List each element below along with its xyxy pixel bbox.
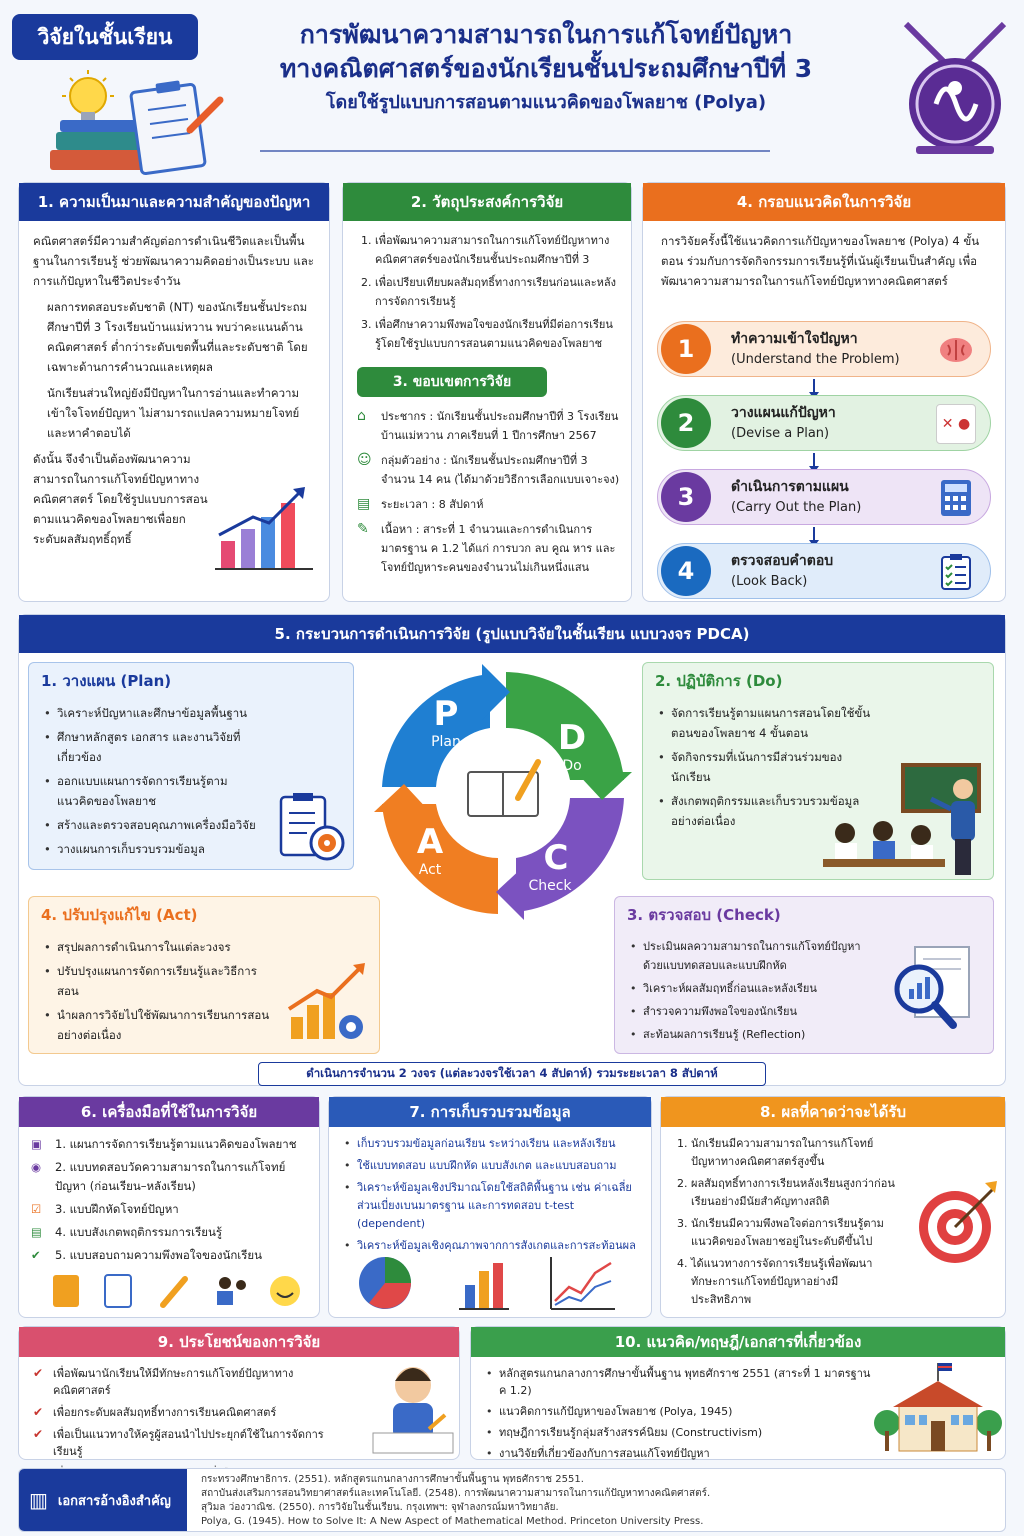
section-background	[18, 182, 330, 602]
plan-item: • วางแผนการเก็บรวบรวมข้อมูล	[41, 839, 257, 859]
data-item: • ใช้แบบทดสอบ แบบฝึกหัด แบบสังเกต และแบบสอบถาม	[341, 1157, 639, 1175]
survey-icon: ✔	[31, 1248, 41, 1262]
phase-act-title: 4. ปรับปรุงแก้ไข (Act)	[41, 906, 198, 924]
target-icon	[915, 1179, 999, 1273]
section-9-header: 9. ประโยชน์ของการวิจัย	[19, 1327, 459, 1357]
theory-item: • หลักสูตรแกนกลางการศึกษาขั้นพื้นฐาน พุทธศักราช 2551 (สาระที่ 1 มาตรฐาน ค 1.2)	[483, 1365, 879, 1399]
section-data-collection	[328, 1096, 652, 1318]
plan-item: • วิเคราะห์ปัญหาและศึกษาข้อมูลพื้นฐาน	[41, 703, 257, 723]
scope-item-sample: ☺ กลุ่มตัวอย่าง : นักเรียนชั้นประถมศึกษาปีที่ 3 จำนวน 14 คน (ได้มาด้วยวิธีการเลือกแบบเจาะจง)	[357, 451, 623, 489]
phase-plan-title: 1. วางแผน (Plan)	[41, 672, 172, 690]
section-benefits	[18, 1326, 460, 1460]
group-icon: ☺	[357, 452, 372, 468]
check-item: • สำรวจความพึงพอใจของนักเรียน	[627, 1002, 871, 1021]
flow-arrow	[813, 453, 815, 467]
school-building-illustration	[873, 1361, 1003, 1461]
act-item: • นำผลการวิจัยไปใช้พัฒนาการเรียนการสอนอย่างต่อเนื่อง	[41, 1005, 273, 1045]
framework-intro: การวิจัยครั้งนี้ใช้แนวคิดการแก้ปัญหาของโพลยาช (Polya) 4 ขั้นตอน ร่วมกับการจัดกิจกรรมการเรียนรู้ที่เน้นผู้เรียนเป็นสำคัญ เพื่อพัฒนาความสามารถในการแก้โจทย์ปัญหาทางคณิตศาสตร์	[661, 234, 980, 288]
objective-item: 3. เพื่อศึกษาความพึงพอใจของนักเรียนที่มีต่อการเรียนรู้โดยใช้รูปแบบการสอนตามแนวคิดของโพลยาช	[375, 315, 617, 353]
references-list	[201, 1473, 1001, 1529]
pdca-check-label: Check	[528, 878, 572, 894]
section-related-theories	[470, 1326, 1006, 1460]
result-item: 2. ผลสัมฤทธิ์ทางการเรียนหลังเรียนสูงกว่าก่อนเรียนอย่างมีนัยสำคัญทางสถิติ	[691, 1175, 897, 1211]
section-3-header: 3. ขอบเขตการวิจัย	[357, 367, 547, 397]
background-paragraph-2: ผลการทดสอบระดับชาติ (NT) ของนักเรียนชั้นประถมศึกษาปีที่ 3 โรงเรียนบ้านแม่หวาน พบว่าคะแนนด้านคณิตศาสตร์ ต่ำกว่าระดับเขตพื้นที่และระดับชาติ โดยเฉพาะด้านการคำนวณและเหตุผล	[47, 300, 308, 374]
act-item: • สรุปผลการดำเนินการในแต่ละวงจร	[41, 937, 273, 957]
pdca-cycle	[370, 662, 636, 924]
background-paragraph-3: นักเรียนส่วนใหญ่ยังมีปัญหาในการอ่านและทำความเข้าใจโจทย์ปัญหา ไม่สามารถแปลความหมายโจทย์และหาคำตอบได้	[47, 386, 300, 440]
plan-target-icon	[277, 791, 347, 867]
phase-check	[614, 896, 994, 1054]
background-paragraph-4: ดังนั้น จึงจำเป็นต้องพัฒนาความสามารถในการแก้โจทย์ปัญหาทางคณิตศาสตร์ โดยใช้รูปแบบการสอนตามแนวคิดของโพลยาชเพื่อยกระดับผลสัมฤทธิ์ฤทธิ์	[33, 452, 208, 546]
calendar-icon: ▤	[357, 496, 371, 512]
check-item: • สะท้อนผลการเรียนรู้ (Reflection)	[627, 1025, 871, 1044]
check-item: • ประเมินผลความสามารถในการแก้โจทย์ปัญหาด้วยแบบทดสอบและแบบฝึกหัด	[627, 937, 871, 975]
home-icon: ⌂	[357, 408, 366, 424]
section-6-header: 6. เครื่องมือที่ใช้ในการวิจัย	[19, 1097, 319, 1127]
do-item: • สังเกตพฤติกรรมและเก็บรวบรวมข้อมูลอย่างต่อเนื่อง	[655, 791, 881, 831]
improvement-chart-icon	[287, 961, 373, 1049]
strategy-icon: ✕ ●	[936, 404, 976, 444]
scope-item-duration: ▤ ระยะเวลา : 8 สัปดาห์	[357, 496, 484, 512]
flow-arrow	[813, 527, 815, 541]
pdca-do-letter: D	[557, 718, 587, 758]
test-icon: ◉	[31, 1160, 42, 1174]
plan-item: • สร้างและตรวจสอบคุณภาพเครื่องมือวิจัย	[41, 815, 257, 835]
references-bar	[18, 1468, 1006, 1532]
pdca-check-letter: C	[543, 838, 569, 878]
classroom-illustration	[823, 759, 993, 881]
magnifier-report-icon	[889, 943, 979, 1037]
data-item: • วิเคราะห์ข้อมูลเชิงคุณภาพจากการสังเกตและการสะท้อนผล	[341, 1237, 639, 1255]
benefit-item: ✔ เพื่อพัฒนานักเรียนให้มีทักษะการแก้โจทย์ปัญหาทางคณิตศาสตร์	[31, 1365, 337, 1399]
section-expected-results	[660, 1096, 1006, 1318]
objective-item: 2. เพื่อเปรียบเทียบผลสัมฤทธิ์ทางการเรียนก่อนและหลังการจัดการเรียนรู้	[375, 273, 617, 311]
section-objectives	[342, 182, 632, 602]
checklist-icon	[936, 552, 976, 592]
growth-chart-icon	[213, 483, 323, 575]
title-line-1: การพัฒนาความสามารถในการแก้โจทย์ปัญหา	[299, 20, 793, 49]
book-icon: ▥	[29, 1488, 48, 1512]
reference-item: Polya, G. (1945). How to Solve It: A New Aspect of Mathematical Method. Princeton University Press.	[201, 1516, 704, 1527]
title-line-3: โดยใช้รูปแบบการสอนตามแนวคิดของโพลยาช (Polya)	[325, 92, 767, 113]
polya-step-1: 1 ทำความเข้าใจปัญหา (Understand the Problem)	[657, 321, 991, 377]
title-divider	[260, 150, 770, 152]
pdca-plan-letter: P	[433, 694, 459, 734]
phase-do-title: 2. ปฏิบัติการ (Do)	[655, 672, 783, 690]
plan-item: • ออกแบบแผนการจัดการเรียนรู้ตามแนวคิดของโพลยาช	[41, 771, 257, 811]
observation-icon: ▤	[31, 1225, 42, 1239]
analysis-charts-icons	[355, 1253, 635, 1313]
theory-item: • งานวิจัยที่เกี่ยวข้องกับการสอนแก้โจทย์ปัญหา	[483, 1445, 879, 1462]
tool-item: ▤ 4. แบบสังเกตพฤติกรรมการเรียนรู้	[31, 1223, 307, 1242]
header-illustration	[40, 70, 230, 180]
act-item: • ปรับปรุงแผนการจัดการเรียนรู้และวิธีการสอน	[41, 961, 273, 1001]
polya-step-2: 2 วางแผนแก้ปัญหา (Devise a Plan) ✕ ●	[657, 395, 991, 451]
main-title	[206, 18, 886, 118]
section-framework	[642, 182, 1006, 602]
exercise-icon: ☑	[31, 1202, 42, 1216]
section-8-header: 8. ผลที่คาดว่าจะได้รับ	[661, 1097, 1005, 1127]
reference-item: สถาบันส่งเสริมการสอนวิทยาศาสตร์และเทคโนโลยี. (2548). การพัฒนาความสามารถในการแก้ปัญหาทางคณิตศาสตร์.	[201, 1488, 711, 1499]
reference-item: กระทรวงศึกษาธิการ. (2551). หลักสูตรแกนกลางการศึกษาขั้นพื้นฐาน พุทธศักราช 2551.	[201, 1474, 584, 1485]
phase-plan	[28, 662, 354, 870]
flow-arrow	[813, 379, 815, 393]
tool-item: ◉ 2. แบบทดสอบวัดความสามารถในการแก้โจทย์ปัญหา (ก่อนเรียน–หลังเรียน)	[31, 1160, 286, 1193]
pdca-do-label: Do	[562, 758, 582, 774]
polya-step-3: 3 ดำเนินการตามแผน (Carry Out the Plan)	[657, 469, 991, 525]
phase-act	[28, 896, 380, 1054]
polya-step-4: 4 ตรวจสอบคำตอบ (Look Back)	[657, 543, 991, 599]
references-label: เอกสารอ้างอิงสำคัญ	[57, 1493, 171, 1509]
student-writing-illustration	[369, 1359, 457, 1463]
theory-item: • ทฤษฎีการเรียนรู้กลุ่มสร้างสรรค์นิยม (Constructivism)	[483, 1424, 879, 1441]
benefit-item: ✔ เพื่อยกระดับผลสัมฤทธิ์ทางการเรียนคณิตศาสตร์	[31, 1404, 337, 1421]
phase-do	[642, 662, 994, 880]
phase-check-title: 3. ตรวจสอบ (Check)	[627, 906, 781, 924]
content-icon: ✎	[357, 521, 369, 537]
data-item: • เก็บรวบรวมข้อมูลก่อนเรียน ระหว่างเรียน และหลังเรียน	[341, 1135, 639, 1153]
plan-item: • ศึกษาหลักสูตร เอกสาร และงานวิจัยที่เกี่ยวข้อง	[41, 727, 257, 767]
scope-item-content: ✎ เนื้อหา : สาระที่ 1 จำนวนและการดำเนินการ มาตรฐาน ค 1.2 ได้แก่ การบวก ลบ คูณ หาร และโจทย์ปัญหาระคนของจำนวนไม่เกินหนึ่งแสน	[357, 520, 623, 577]
tool-item: ▣ 1. แผนการจัดการเรียนรู้ตามแนวคิดของโพลยาช	[31, 1135, 307, 1154]
tool-icons-row	[45, 1271, 305, 1311]
scope-list	[357, 407, 623, 583]
pdca-act-label: Act	[418, 862, 442, 878]
result-item: 3. นักเรียนมีความพึงพอใจต่อการเรียนรู้ตามแนวคิดของโพลยาชอยู่ในระดับดีขึ้นไป	[691, 1215, 897, 1251]
section-5-header: 5. กระบวนการดำเนินการวิจัย (รูปแบบวิจัยในชั้นเรียน แบบวงจร PDCA)	[19, 615, 1005, 653]
section-1-header: 1. ความเป็นมาและความสำคัญของปัญหา	[19, 183, 329, 221]
section-4-header: 4. กรอบแนวคิดในการวิจัย	[643, 183, 1005, 221]
title-line-2: ทางคณิตศาสตร์ของนักเรียนชั้นประถมศึกษาปีที่ 3	[279, 54, 813, 83]
result-item: 4. ได้แนวทางการจัดการเรียนรู้เพื่อพัฒนาทักษะการแก้โจทย์ปัญหาอย่างมีประสิทธิภาพ	[691, 1255, 897, 1309]
calculator-icon	[936, 478, 976, 518]
school-emblem	[896, 14, 1014, 164]
do-item: • จัดกิจกรรมที่เน้นการมีส่วนร่วมของนักเรียน	[655, 747, 881, 787]
section-7-header: 7. การเก็บรวบรวมข้อมูล	[329, 1097, 651, 1127]
check-item: • วิเคราะห์ผลสัมฤทธิ์ก่อนและหลังเรียน	[627, 979, 871, 998]
lesson-plan-icon: ▣	[31, 1137, 42, 1151]
theory-item: • แนวคิดการแก้ปัญหาของโพลยาช (Polya, 1945)	[483, 1403, 879, 1420]
references-label-box	[19, 1469, 187, 1531]
benefit-item: ✔ เพื่อเป็นแนวทางให้ครูผู้สอนนำไปประยุกต์ใช้ในการจัดการเรียนรู้	[31, 1426, 337, 1460]
scope-item-population: ⌂ ประชากร : นักเรียนชั้นประถมศึกษาปีที่ 3 โรงเรียนบ้านแม่หวาน ภาคเรียนที่ 1 ปีการศึกษา 2567	[357, 407, 623, 445]
data-item: • วิเคราะห์ข้อมูลเชิงปริมาณโดยใช้สถิติพื้นฐาน เช่น ค่าเฉลี่ย ส่วนเบี่ยงเบนมาตรฐาน และการทดสอบ t-test (dependent)	[341, 1179, 639, 1233]
reference-item: สุวิมล ว่องวาณิช. (2550). การวิจัยในชั้นเรียน. กรุงเทพฯ: จุฬาลงกรณ์มหาวิทยาลัย.	[201, 1502, 559, 1513]
cycle-duration-note: ดำเนินการจำนวน 2 วงจร (แต่ละวงจรใช้เวลา 4 สัปดาห์) รวมระยะเวลา 8 สัปดาห์	[258, 1062, 766, 1086]
result-item: 1. นักเรียนมีความสามารถในการแก้โจทย์ปัญหาทางคณิตศาสตร์สูงขึ้น	[691, 1135, 897, 1171]
section-10-header: 10. แนวคิด/ทฤษฎี/เอกสารที่เกี่ยวข้อง	[471, 1327, 1005, 1357]
category-badge: วิจัยในชั้นเรียน	[12, 14, 198, 60]
pdca-act-letter: A	[416, 822, 444, 862]
section-2-header: 2. วัตถุประสงค์การวิจัย	[343, 183, 631, 221]
section-tools	[18, 1096, 320, 1318]
brain-icon	[936, 330, 976, 370]
pdca-plan-label: Plan	[431, 734, 461, 750]
background-paragraph-1: คณิตศาสตร์มีความสำคัญต่อการดำเนินชีวิตและเป็นพื้นฐานในการเรียนรู้ ช่วยพัฒนาความคิดอย่างเป็นระบบ และการแก้ปัญหาในชีวิตประจำวัน	[33, 234, 314, 288]
tool-item: ☑ 3. แบบฝึกหัดโจทย์ปัญหา	[31, 1200, 307, 1219]
tool-item: ✔ 5. แบบสอบถามความพึงพอใจของนักเรียน	[31, 1246, 307, 1265]
do-item: • จัดการเรียนรู้ตามแผนการสอนโดยใช้ขั้นตอนของโพลยาช 4 ขั้นตอน	[655, 703, 881, 743]
objective-item: 1. เพื่อพัฒนาความสามารถในการแก้โจทย์ปัญหาทางคณิตศาสตร์ของนักเรียนชั้นประถมศึกษาปีที่ 3	[375, 231, 617, 269]
